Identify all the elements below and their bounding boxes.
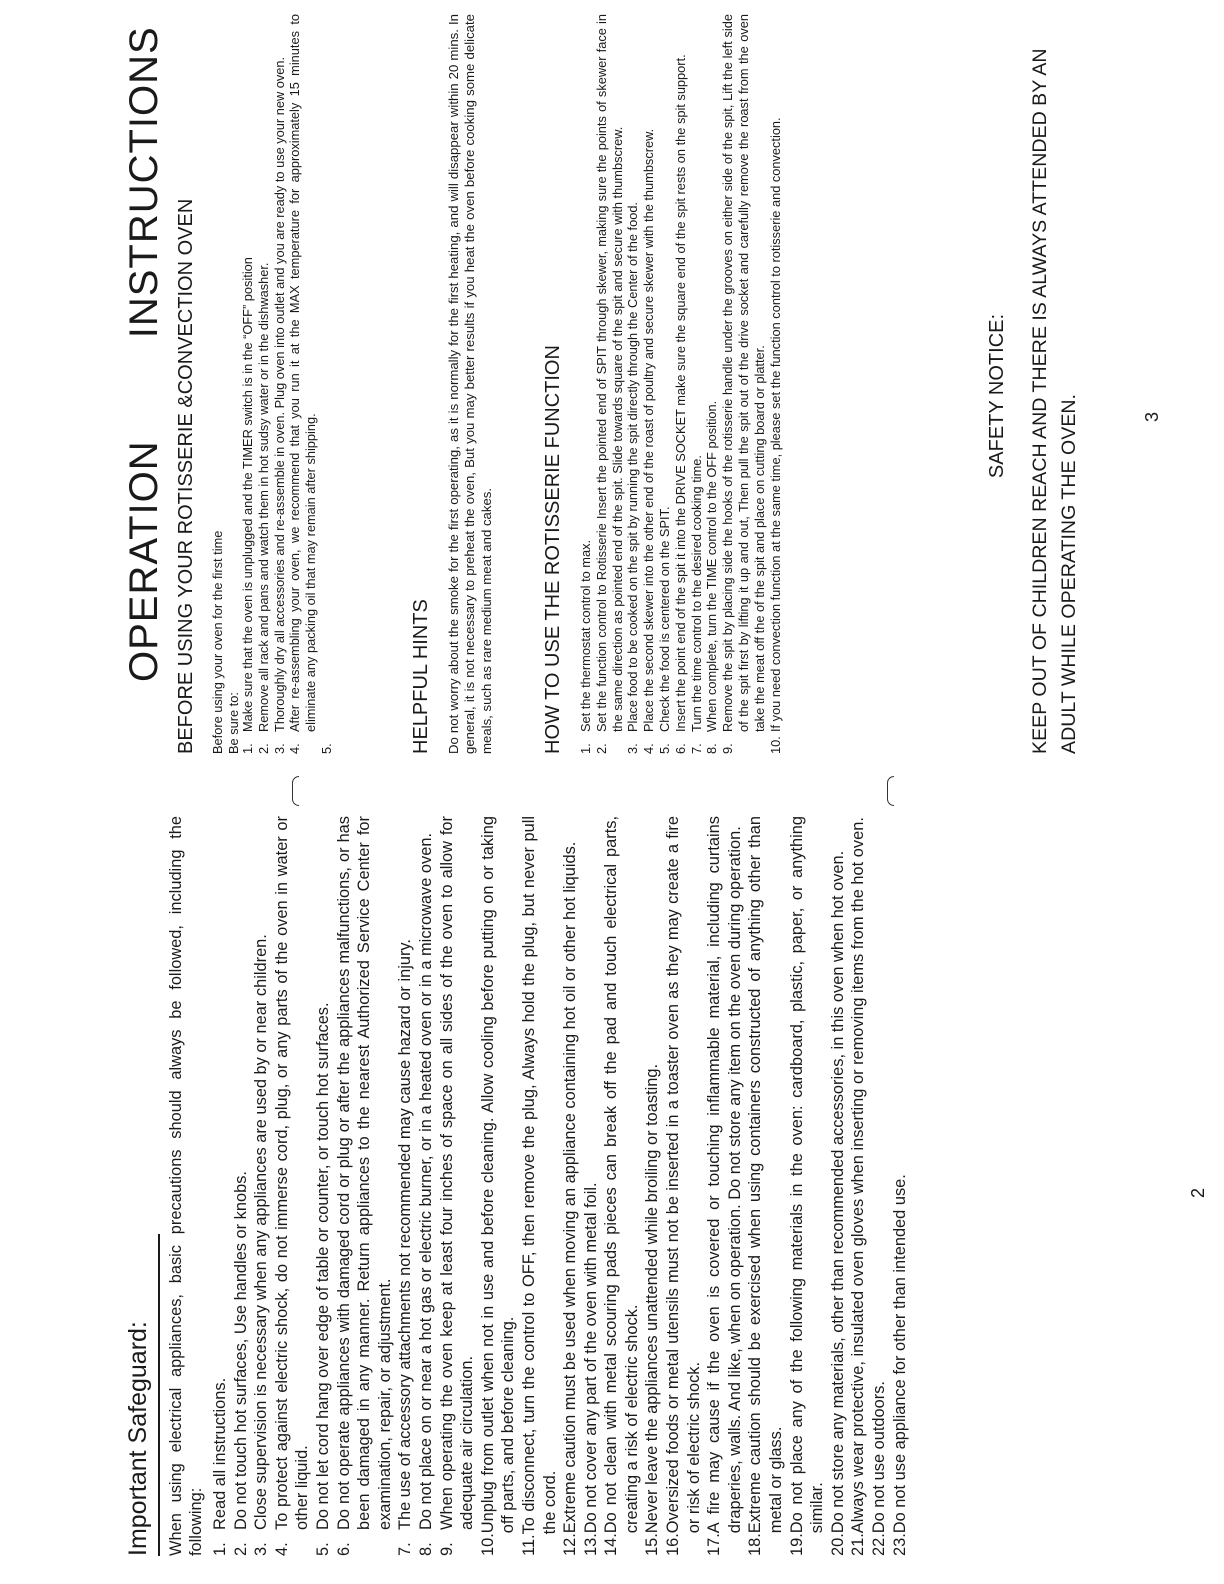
- rotisserie-step: [578, 14, 594, 754]
- item-number: 19.: [787, 1533, 806, 1556]
- left-page: [0, 792, 1224, 1584]
- item-text: Read all instructions.: [211, 1377, 229, 1530]
- item-text: Remove the spit by placing side the hooks of the rotisserie handle under the grooves on either side of the spit, Lift the left side of the spit first by lifting it up and out, Then pull the spit out of the drive socket and carefully remove the roast from the oven take the meat off the of the spit and place on cutting board or platter.: [720, 14, 767, 732]
- item-number: 4.: [641, 743, 657, 754]
- item-number: 12.: [561, 1533, 580, 1556]
- safeguard-list: [210, 816, 910, 1556]
- item-text: [319, 14, 335, 732]
- item-text: Do not place any of the following materials in the oven: cardboard, plastic, paper, or anything similar.: [787, 816, 827, 1534]
- item-number: 10.: [478, 1533, 497, 1556]
- item-text: Never leave the appliances unattended while broiling or toasting.: [643, 1063, 662, 1534]
- item-text: Do not use outdoors.: [870, 1381, 888, 1534]
- safeguard-item: [395, 816, 416, 1556]
- safeguard-item: [210, 816, 231, 1556]
- before-using-heading: BEFORE USING YOUR ROTISSERIE &CONVECTION OVEN: [175, 198, 197, 754]
- scan-mark: [887, 776, 894, 806]
- safeguard-item: [869, 816, 890, 1556]
- before-using-intro: [210, 14, 242, 754]
- before-using-item: [319, 14, 335, 754]
- item-number: 5.: [313, 1542, 332, 1556]
- item-text: Check the food is centered on the SPIT.: [656, 506, 672, 732]
- item-number: 2.: [231, 1542, 250, 1556]
- safeguard-item: [560, 816, 581, 1556]
- item-text: Do not store any materials, other than recommended accessories, in this oven when hot oven.: [828, 850, 847, 1534]
- title-underline: [158, 1234, 160, 1556]
- item-number: 3.: [625, 743, 641, 754]
- item-number: 7.: [688, 743, 704, 754]
- item-text: Thoroughly dry all accessories and re-assemble in oven. Plug oven into outlet and you are ready to use your new oven.: [271, 56, 287, 732]
- item-number: 8.: [704, 743, 720, 754]
- item-text: Do not use appliance for other than intended use.: [890, 1174, 909, 1534]
- safeguard-item: [519, 816, 560, 1556]
- safeguard-item: [745, 816, 786, 1556]
- item-number: 6.: [334, 1542, 353, 1556]
- safeguard-item: [787, 816, 828, 1556]
- safeguard-item: [416, 816, 437, 1556]
- rotisserie-step: [594, 14, 626, 754]
- safeguard-item: [313, 816, 334, 1556]
- safeguard-item: [581, 816, 602, 1556]
- rotisserie-step: [673, 14, 689, 754]
- item-text: Do not let cord hang over edge of table or counter, or touch hot surfaces.: [313, 1002, 332, 1530]
- item-number: 8.: [416, 1542, 435, 1556]
- before-using-item: [272, 14, 288, 754]
- rotisserie-step: [689, 14, 705, 754]
- safeguard-item: [478, 816, 519, 1556]
- item-number: 2.: [593, 743, 609, 754]
- rotisserie-step: [704, 14, 720, 754]
- safeguard-item: [663, 816, 704, 1556]
- item-number: 3.: [252, 1542, 271, 1556]
- item-text: Set the function control to Rotisserie Insert the pointed end of SPIT through skewer, making sure the points of skewer face in the same direction as pointed end of the spit. Slide towards square of the spit and secure with thumbscrew.: [593, 14, 625, 732]
- rotisserie-step: [768, 14, 784, 754]
- item-number: 10.: [767, 736, 783, 754]
- item-text: A fire may cause if the oven is covered or touching inflammable material, including curtains draperies, walls. And like, when on operation. Do not store any item on the oven during operation.: [705, 816, 744, 1534]
- safeguard-item: [437, 816, 478, 1556]
- item-text: When operating the oven keep at least four inches of space on all sides of the oven to allow for adequate air circulation.: [437, 816, 477, 1530]
- operation-instructions-title: OPERATION INSTRUCTIONS: [122, 26, 166, 682]
- before-using-item: [256, 14, 272, 754]
- item-number: 17.: [705, 1533, 724, 1556]
- item-text: To disconnect, turn the control to OFF, then remove the plug, Always hold the plug, but never pull the cord.: [519, 816, 559, 1535]
- item-text: Remove all rack and pans and watch them in hot sudsy water or in the dishwasher.: [255, 262, 271, 732]
- helpful-hints-text: Do not worry about the smoke for the first operating, as it is normally for the first heating, and will disappear within 20 mins. In general, it is not necessary to preheat the oven, But you may better results if you heat the oven before cooking some delicate meals, such as rare medium meat and cakes.: [446, 14, 494, 754]
- rotisserie-function-heading: HOW TO USE THE ROTISSERIE FUNCTION: [542, 345, 564, 754]
- item-text: To protect against electric shock, do not immerse cord, plug, or any parts of the oven in water or other liquid.: [272, 816, 312, 1530]
- item-text: Do not touch hot surfaces, Use handles or knobs.: [231, 1171, 250, 1530]
- safeguard-item: [704, 816, 745, 1556]
- item-number: 9.: [720, 743, 736, 754]
- page-number-right: 3: [1142, 411, 1162, 422]
- helpful-hints-heading: HELPFUL HINTS: [410, 599, 432, 754]
- before-using-list: [240, 14, 335, 754]
- item-text: Insert the point end of the spit it into the DRIVE SOCKET make sure the square end of the spit rests on the spit support.: [672, 54, 688, 732]
- item-number: 3.: [271, 743, 287, 754]
- rotisserie-step: [657, 14, 673, 754]
- intro-line-1: Before using your oven for the first time: [210, 530, 225, 754]
- item-number: 18.: [746, 1533, 765, 1556]
- item-number: 5.: [318, 743, 334, 754]
- item-number: 11.: [519, 1534, 538, 1556]
- item-text: Always wear protective, insulated oven gloves when inserting or removing items from the hot oven.: [849, 817, 868, 1534]
- safeguard-intro: When using electrical appliances, basic precautions should always be followed, including the following:: [167, 816, 205, 1556]
- safeguard-item: [334, 816, 396, 1556]
- safeguard-item: [828, 816, 849, 1556]
- item-text: Make sure that the oven is unplugged and the TIMER switch is in the “OFF” position: [240, 257, 255, 732]
- safety-notice-heading: SAFETY NOTICE:: [986, 313, 1008, 479]
- item-number: 7.: [396, 1542, 415, 1556]
- item-number: 22.: [870, 1533, 888, 1556]
- item-text: Do not place on or near a hot gas or electric burner, or in a heated oven or in a microwave oven.: [416, 832, 435, 1530]
- item-number: 4.: [272, 1542, 291, 1556]
- safety-notice-text: KEEP OUT OF CHILDREN REACH AND THERE IS ALWAYS ATTENDED BY AN ADULT WHILE OPERATING THE OVEN.: [1029, 48, 1080, 754]
- item-text: Do not operate appliances with damaged cord or plug or after the appliances malfunctions, or has been damaged in any manner. Return appliances to the nearest Authorized Service Center for examination, repair, or adjustment.: [334, 816, 394, 1530]
- item-text: If you need convection function at the same time, please set the function control to rotisserie and convection.: [767, 117, 783, 732]
- item-text: The use of accessory attachments not recommended may cause hazard or injury.: [396, 939, 415, 1530]
- item-number: 16.: [664, 1533, 683, 1556]
- rotisserie-step: [641, 14, 657, 754]
- item-text: Place food to be cooked on the spit by running the spit directly through the Center of the food.: [625, 202, 641, 732]
- item-number: 6.: [672, 743, 688, 754]
- safeguard-item: [601, 816, 642, 1556]
- item-number: 21.: [849, 1533, 868, 1556]
- item-text: Place the second skewer into the other end of the roast of poultry and secure skewer with the thumbscrew.: [641, 128, 657, 732]
- item-text: When complete, turn the TIME control to the OFF position.: [704, 400, 720, 732]
- item-number: 13.: [581, 1533, 600, 1556]
- safeguard-item: [890, 816, 911, 1556]
- before-using-item: [240, 14, 256, 754]
- safeguard-item: [272, 816, 313, 1556]
- item-text: Turn the time control to the desired cooking time.: [688, 455, 704, 732]
- safeguard-item: [848, 816, 869, 1556]
- item-text: Close supervision is necessary when any appliances are used by or near children.: [252, 934, 271, 1530]
- item-text: Do not clean with metal scouring pads pieces can break off the pad and touch electrical parts, creating a risk of electric shock.: [602, 816, 641, 1534]
- item-number: 15.: [643, 1533, 662, 1556]
- item-number: 9.: [437, 1542, 456, 1556]
- item-number: 4.: [287, 743, 303, 754]
- scan-mark: [292, 776, 299, 806]
- safeguard-item: [251, 816, 272, 1556]
- item-number: 20.: [828, 1533, 847, 1556]
- item-text: Unplug from outlet when not in use and before cleaning. Allow cooling before putting on or taking off parts, and before cleaning.: [478, 816, 518, 1534]
- rotisserie-step: [625, 14, 641, 754]
- item-number: 1.: [240, 743, 255, 754]
- item-number: 1.: [578, 743, 593, 754]
- item-text: After re-assembling your oven, we recommend that you run it at the MAX temperature for approximately 15 minutes to eliminate any packing oil that may remain after shipping.: [287, 14, 319, 732]
- item-number: 5.: [656, 743, 672, 754]
- item-number: 14.: [602, 1533, 621, 1556]
- item-number: 23.: [890, 1533, 909, 1556]
- item-text: Set the thermostat control to max.: [578, 539, 593, 732]
- item-text: Oversized foods or metal utensils must not be inserted in a toaster oven as they may create a fire or risk of electric shock.: [664, 816, 703, 1534]
- rotisserie-step: [720, 14, 767, 754]
- item-text: Do not cover any part of the oven with metal foil.: [581, 1182, 600, 1534]
- item-number: 2.: [255, 743, 271, 754]
- rotisserie-steps-list: [578, 14, 783, 754]
- safeguard-title: Important Safeguard:: [124, 1321, 152, 1556]
- item-number: 1.: [211, 1542, 229, 1556]
- page-number-left: 2: [1188, 1187, 1208, 1198]
- intro-line-2: Be sure to:: [226, 692, 241, 754]
- item-text: Extreme caution should be exercised when using containers constructed of anything other than metal or glass.: [746, 816, 786, 1534]
- item-text: Extreme caution must be used when moving an appliance containing hot oil or other hot liquids.: [561, 841, 580, 1534]
- safeguard-item: [642, 816, 663, 1556]
- before-using-item: [287, 14, 319, 754]
- safeguard-item: [231, 816, 252, 1556]
